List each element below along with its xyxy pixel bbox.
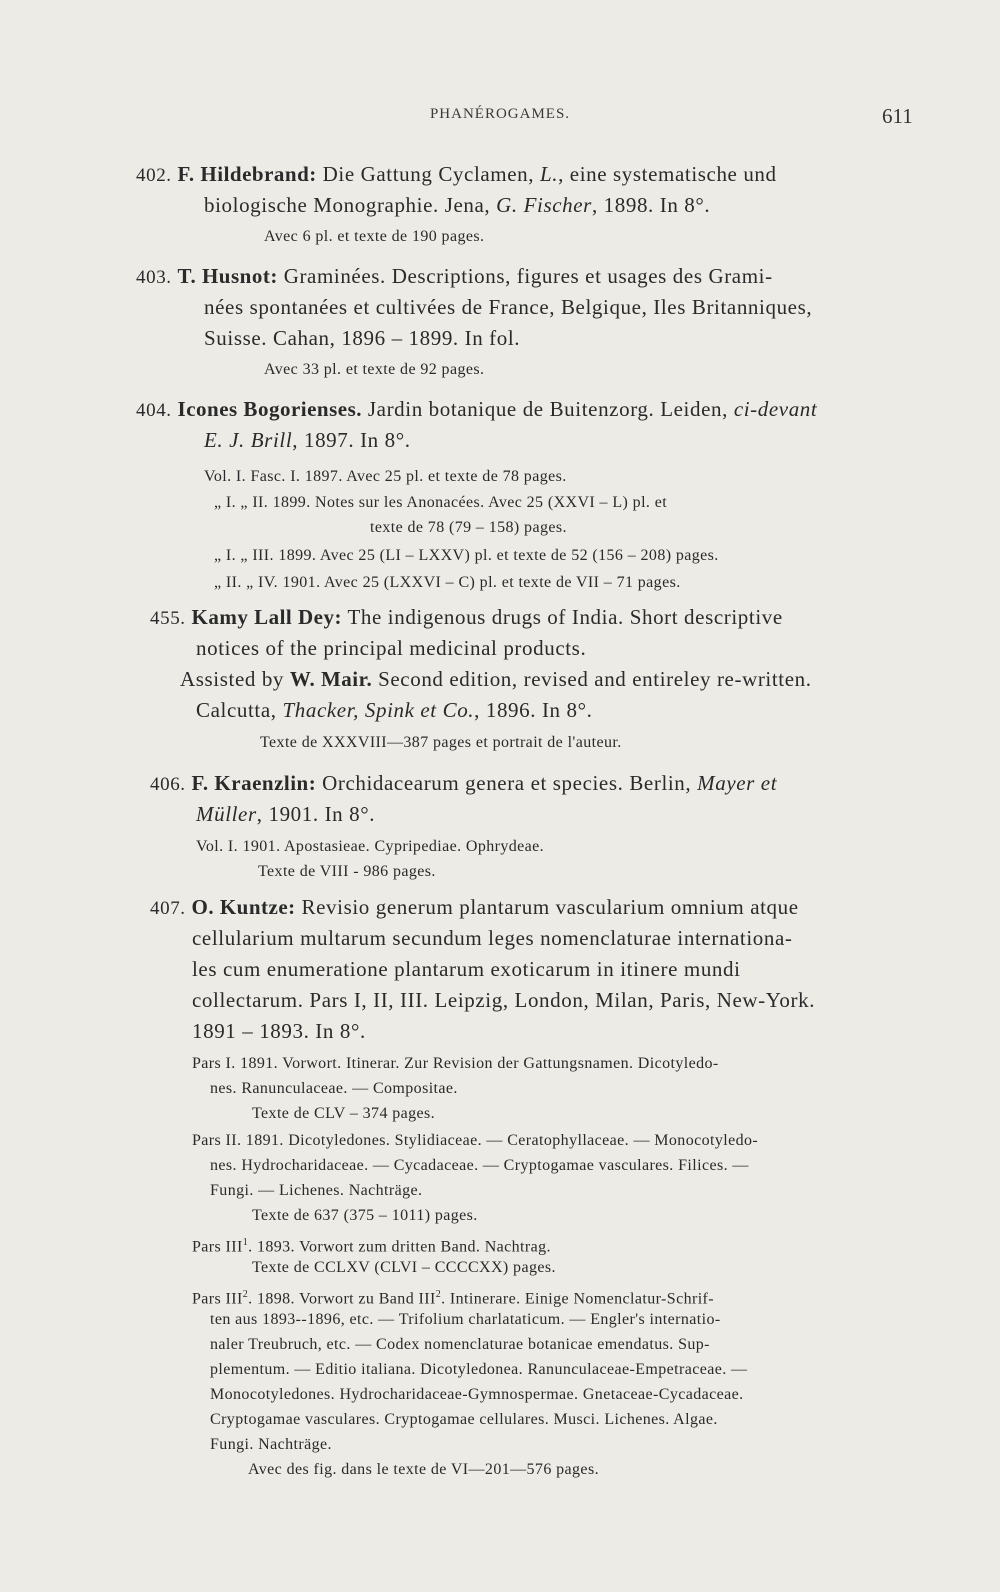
entry-407-line-2: cellularium multarum secundum leges nomenclaturae internationa- bbox=[192, 926, 793, 950]
entry-text: , 1898. In 8°. bbox=[591, 193, 711, 217]
entry-text: Orchidacearum genera et species. Berlin, bbox=[322, 771, 698, 795]
entry-406-vol-2: Texte de VIII - 986 pages. bbox=[258, 863, 436, 880]
superscript: 1 bbox=[242, 1237, 249, 1248]
entry-text: Graminées. Descriptions, figures et usages des Grami- bbox=[283, 264, 773, 288]
entry-455-line-3 bbox=[180, 665, 812, 693]
entry-text: 1899. Avec 25 (LI – LXXV) pl. et texte de 52 (156 – 208) pages. bbox=[278, 547, 719, 564]
entry-text: , 1896. In 8°. bbox=[474, 698, 593, 722]
entry-number: 406. bbox=[150, 774, 186, 795]
entry-text: 1899. Notes sur les Anonacées. Avec 25 (XXVI – L) pl. et bbox=[272, 494, 668, 511]
entry-404-line-1 bbox=[136, 395, 817, 425]
entry-italic: E. J. Brill bbox=[204, 428, 293, 452]
entry-author: Icones Bogorienses. bbox=[177, 397, 363, 421]
entry-author: Kamy Lall Dey: bbox=[191, 605, 342, 629]
entry-bold: W. Mair. bbox=[289, 667, 373, 691]
entry-text: . Intinerare. Einige Nomenclatur-Schrif- bbox=[441, 1290, 714, 1308]
superscript: 2 bbox=[435, 1289, 442, 1300]
entry-407-pars-2-a: Pars II. 1891. Dicotyledones. Stylidiaceae. — Ceratophyllaceae. — Monocotyledo- bbox=[192, 1132, 759, 1149]
entry-text: Pars III bbox=[192, 1290, 243, 1308]
entry-404-vol-1: Vol. I. Fasc. I. 1897. Avec 25 pl. et texte de 78 pages. bbox=[204, 468, 567, 485]
entry-406-line-2 bbox=[196, 800, 375, 828]
entry-404-vol-3 bbox=[214, 546, 719, 566]
entry-number: 403. bbox=[136, 267, 172, 288]
entry-406-line-1 bbox=[150, 769, 777, 799]
entry-author: T. Husnot: bbox=[177, 264, 278, 288]
page-number: 611 bbox=[882, 104, 913, 128]
entry-text: Jardin botanique de Buitenzorg. Leiden, bbox=[367, 397, 734, 421]
entry-407-pars-3-b: Texte de CCLXV (CLVI – CCCCXX) pages. bbox=[252, 1259, 556, 1276]
entry-text: Die Gattung Cyclamen, bbox=[322, 162, 540, 186]
entry-407-pars-1-b: nes. Ranunculaceae. — Compositae. bbox=[210, 1080, 458, 1097]
entry-455-line-4 bbox=[196, 696, 592, 724]
entry-text: biologische Monographie. Jena, bbox=[204, 193, 497, 217]
entry-404-line-2 bbox=[204, 426, 411, 454]
entry-404-vol-4 bbox=[214, 573, 681, 593]
entry-text: . 1893. Vorwort zum dritten Band. Nachtrag. bbox=[248, 1238, 551, 1256]
entry-404-vol-2 bbox=[214, 493, 667, 513]
entry-402-note: Avec 6 pl. et texte de 190 pages. bbox=[264, 228, 485, 245]
entry-407-pars-4-d: plementum. — Editio italiana. Dicotyledonea. Ranunculaceae-Empetraceae. — bbox=[210, 1361, 748, 1378]
entry-text: , eine systematische und bbox=[558, 162, 777, 186]
entry-403-note: Avec 33 pl. et texte de 92 pages. bbox=[264, 361, 485, 378]
entry-404-vol-2-cont: texte de 78 (79 – 158) pages. bbox=[370, 519, 567, 536]
entry-402-line-1 bbox=[136, 160, 777, 190]
entry-number: 407. bbox=[150, 898, 186, 919]
entry-407-line-1 bbox=[150, 893, 799, 923]
entry-text: Second edition, revised and entireley re-written. bbox=[372, 667, 812, 691]
entry-455-note: Texte de XXXVIII—387 pages et portrait de l'auteur. bbox=[260, 734, 622, 751]
entry-author: F. Hildebrand: bbox=[177, 162, 317, 186]
entry-407-pars-4-b: ten aus 1893--1896, etc. — Trifolium charlataticum. — Engler's internatio- bbox=[210, 1311, 721, 1328]
entry-text: , 1901. In 8°. bbox=[256, 802, 376, 826]
entry-406-vol-1: Vol. I. 1901. Apostasieae. Cypripediae. Ophrydeae. bbox=[196, 838, 545, 855]
ditto-marks: „ I. „ II. bbox=[214, 494, 273, 511]
entry-text: . 1898. Vorwort zu Band III bbox=[248, 1290, 436, 1308]
entry-number: 404. bbox=[136, 400, 172, 421]
running-header: PHANÉROGAMES. bbox=[429, 106, 571, 122]
entry-text: , 1897. In 8°. bbox=[292, 428, 411, 452]
entry-403-line-2: nées spontanées et cultivées de France, Belgique, Iles Britanniques, bbox=[204, 295, 813, 319]
entry-italic: G. Fischer bbox=[496, 193, 592, 217]
entry-407-pars-1-a: Pars I. 1891. Vorwort. Itinerar. Zur Revision der Gattungsnamen. Dicotyledo- bbox=[192, 1055, 719, 1072]
entry-407-pars-2-d: Texte de 637 (375 – 1011) pages. bbox=[252, 1207, 478, 1224]
entry-403-line-1 bbox=[136, 262, 773, 292]
entry-text: Pars III bbox=[192, 1238, 243, 1256]
entry-407-pars-4-e: Monocotyledones. Hydrocharidaceae-Gymnospermae. Gnetaceae-Cycadaceae. bbox=[210, 1386, 744, 1403]
entry-italic: Thacker, Spink et Co. bbox=[282, 698, 475, 722]
entry-407-pars-4-h: Avec des fig. dans le texte de VI—201—576 pages. bbox=[248, 1461, 599, 1478]
superscript: 2 bbox=[242, 1289, 249, 1300]
entry-407-pars-4-g: Fungi. Nachträge. bbox=[210, 1436, 332, 1453]
entry-407-pars-2-b: nes. Hydrocharidaceae. — Cycadaceae. — Cryptogamae vasculares. Filices. — bbox=[210, 1157, 749, 1174]
entry-402-line-2 bbox=[204, 191, 710, 219]
entry-407-pars-1-c: Texte de CLV – 374 pages. bbox=[252, 1105, 436, 1122]
entry-italic: ci-devant bbox=[733, 397, 818, 421]
entry-407-pars-3-a bbox=[192, 1233, 551, 1257]
entry-number: 402. bbox=[136, 165, 172, 186]
entry-italic: Müller bbox=[196, 802, 257, 826]
entry-text: Revisio generum plantarum vascularium omnium atque bbox=[301, 895, 799, 919]
ditto-marks: „ II. „ IV. bbox=[214, 574, 283, 591]
entry-text: The indigenous drugs of India. Short descriptive bbox=[347, 605, 783, 629]
entry-407-line-4: collectarum. Pars I, II, III. Leipzig, London, Milan, Paris, New-York. bbox=[192, 988, 816, 1012]
entry-455-line-2: notices of the principal medicinal products. bbox=[196, 636, 587, 660]
entry-text: 1901. Avec 25 (LXXVI – C) pl. et texte de VII – 71 pages. bbox=[282, 574, 681, 591]
entry-407-line-3: les cum enumeratione plantarum exoticarum in itinere mundi bbox=[192, 957, 741, 981]
entry-italic: Mayer et bbox=[697, 771, 778, 795]
entry-407-pars-4-c: naler Treubruch, etc. — Codex nomenclaturae botanicae emendatus. Sup- bbox=[210, 1336, 710, 1353]
entry-italic: L. bbox=[539, 162, 559, 186]
entry-407-line-5: 1891 – 1893. In 8°. bbox=[192, 1019, 366, 1043]
entry-403-line-3: Suisse. Cahan, 1896 – 1899. In fol. bbox=[204, 326, 521, 350]
entry-text: Calcutta, bbox=[196, 698, 283, 722]
entry-407-pars-4-a bbox=[192, 1285, 714, 1309]
ditto-marks: „ I. „ III. bbox=[214, 547, 279, 564]
entry-author: F. Kraenzlin: bbox=[191, 771, 317, 795]
entry-number: 455. bbox=[150, 608, 186, 629]
entry-text: Assisted by bbox=[180, 667, 290, 691]
entry-407-pars-2-c: Fungi. — Lichenes. Nachträge. bbox=[210, 1182, 423, 1199]
entry-407-pars-4-f: Cryptogamae vasculares. Cryptogamae cellulares. Musci. Lichenes. Algae. bbox=[210, 1411, 718, 1428]
entry-author: O. Kuntze: bbox=[191, 895, 296, 919]
entry-455-line-1 bbox=[150, 603, 783, 633]
